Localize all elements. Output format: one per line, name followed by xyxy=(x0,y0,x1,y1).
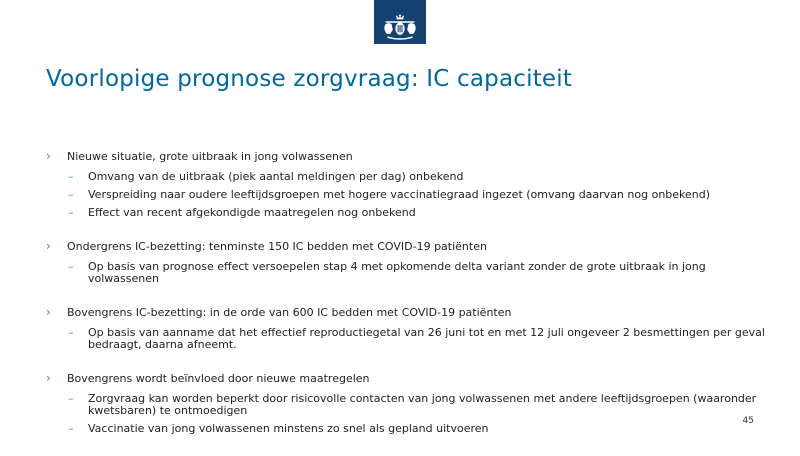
dutch-coat-of-arms-icon xyxy=(382,14,418,41)
dash-bullet-icon: – xyxy=(68,170,74,183)
dash-bullet-icon: – xyxy=(68,260,74,273)
slide-body xyxy=(46,145,770,456)
rijksoverheid-logo-ribbon xyxy=(374,0,426,44)
sub-bullet-text: Op basis van aanname dat het effectief reproductiegetal van 26 juni tot en met 12 juli ongeveer 2 besmettingen per geval bedraagt, daarna afneemt. xyxy=(88,326,765,351)
dash-bullet-icon: – xyxy=(68,422,74,435)
sub-bullet-text: Vaccinatie van jong volwassenen minstens zo snel als gepland uitvoeren xyxy=(88,422,489,435)
bullet-item xyxy=(46,240,770,253)
sub-bullet-text: Omvang van de uitbraak (piek aantal meldingen per dag) onbekend xyxy=(88,170,464,183)
dash-bullet-icon: – xyxy=(68,188,74,201)
sub-bullet-item xyxy=(68,393,770,417)
bullet-text: Ondergrens IC-bezetting: tenminste 150 IC bedden met COVID-19 patiënten xyxy=(67,240,487,253)
bullet-group xyxy=(46,372,770,442)
bullet-item xyxy=(46,306,770,319)
dash-bullet-icon: – xyxy=(68,206,74,219)
sub-bullet-item xyxy=(68,327,770,351)
page-title: Voorlopige prognose zorgvraag: IC capaciteit xyxy=(46,66,573,92)
sub-bullet-text: Zorgvraag kan worden beperkt door risicovolle contacten van jong volwassenen met andere leeftijdsgroepen (waaronder kwetsbaren) te ontmoedigen xyxy=(88,392,757,417)
dash-bullet-icon: – xyxy=(68,392,74,405)
chevron-bullet-icon: › xyxy=(46,305,51,319)
sub-bullet-item xyxy=(68,423,770,435)
bullet-group xyxy=(46,150,770,226)
chevron-bullet-icon: › xyxy=(46,371,51,385)
bullet-group xyxy=(46,240,770,292)
dash-bullet-icon: – xyxy=(68,326,74,339)
chevron-bullet-icon: › xyxy=(46,239,51,253)
sub-bullet-item xyxy=(68,189,770,201)
bullet-text: Bovengrens IC-bezetting: in de orde van 600 IC bedden met COVID-19 patiënten xyxy=(67,306,512,319)
chevron-bullet-icon: › xyxy=(46,149,51,163)
bullet-text: Nieuwe situatie, grote uitbraak in jong volwassenen xyxy=(67,150,353,163)
sub-bullet-item xyxy=(68,171,770,183)
bullet-item xyxy=(46,372,770,385)
page-number: 45 xyxy=(742,416,754,426)
sub-bullet-text: Op basis van prognose effect versoepelen stap 4 met opkomende delta variant zonder de grote uitbraak in jong volwassenen xyxy=(88,260,706,285)
sub-bullet-text: Effect van recent afgekondigde maatregelen nog onbekend xyxy=(88,206,416,219)
sub-bullet-item xyxy=(68,261,770,285)
bullet-item xyxy=(46,150,770,163)
sub-bullet-text: Verspreiding naar oudere leeftijdsgroepen met hogere vaccinatiegraad ingezet (omvang daarvan nog onbekend) xyxy=(88,188,711,201)
sub-bullet-item xyxy=(68,207,770,219)
bullet-group xyxy=(46,306,770,358)
bullet-text: Bovengrens wordt beïnvloed door nieuwe maatregelen xyxy=(67,372,370,385)
